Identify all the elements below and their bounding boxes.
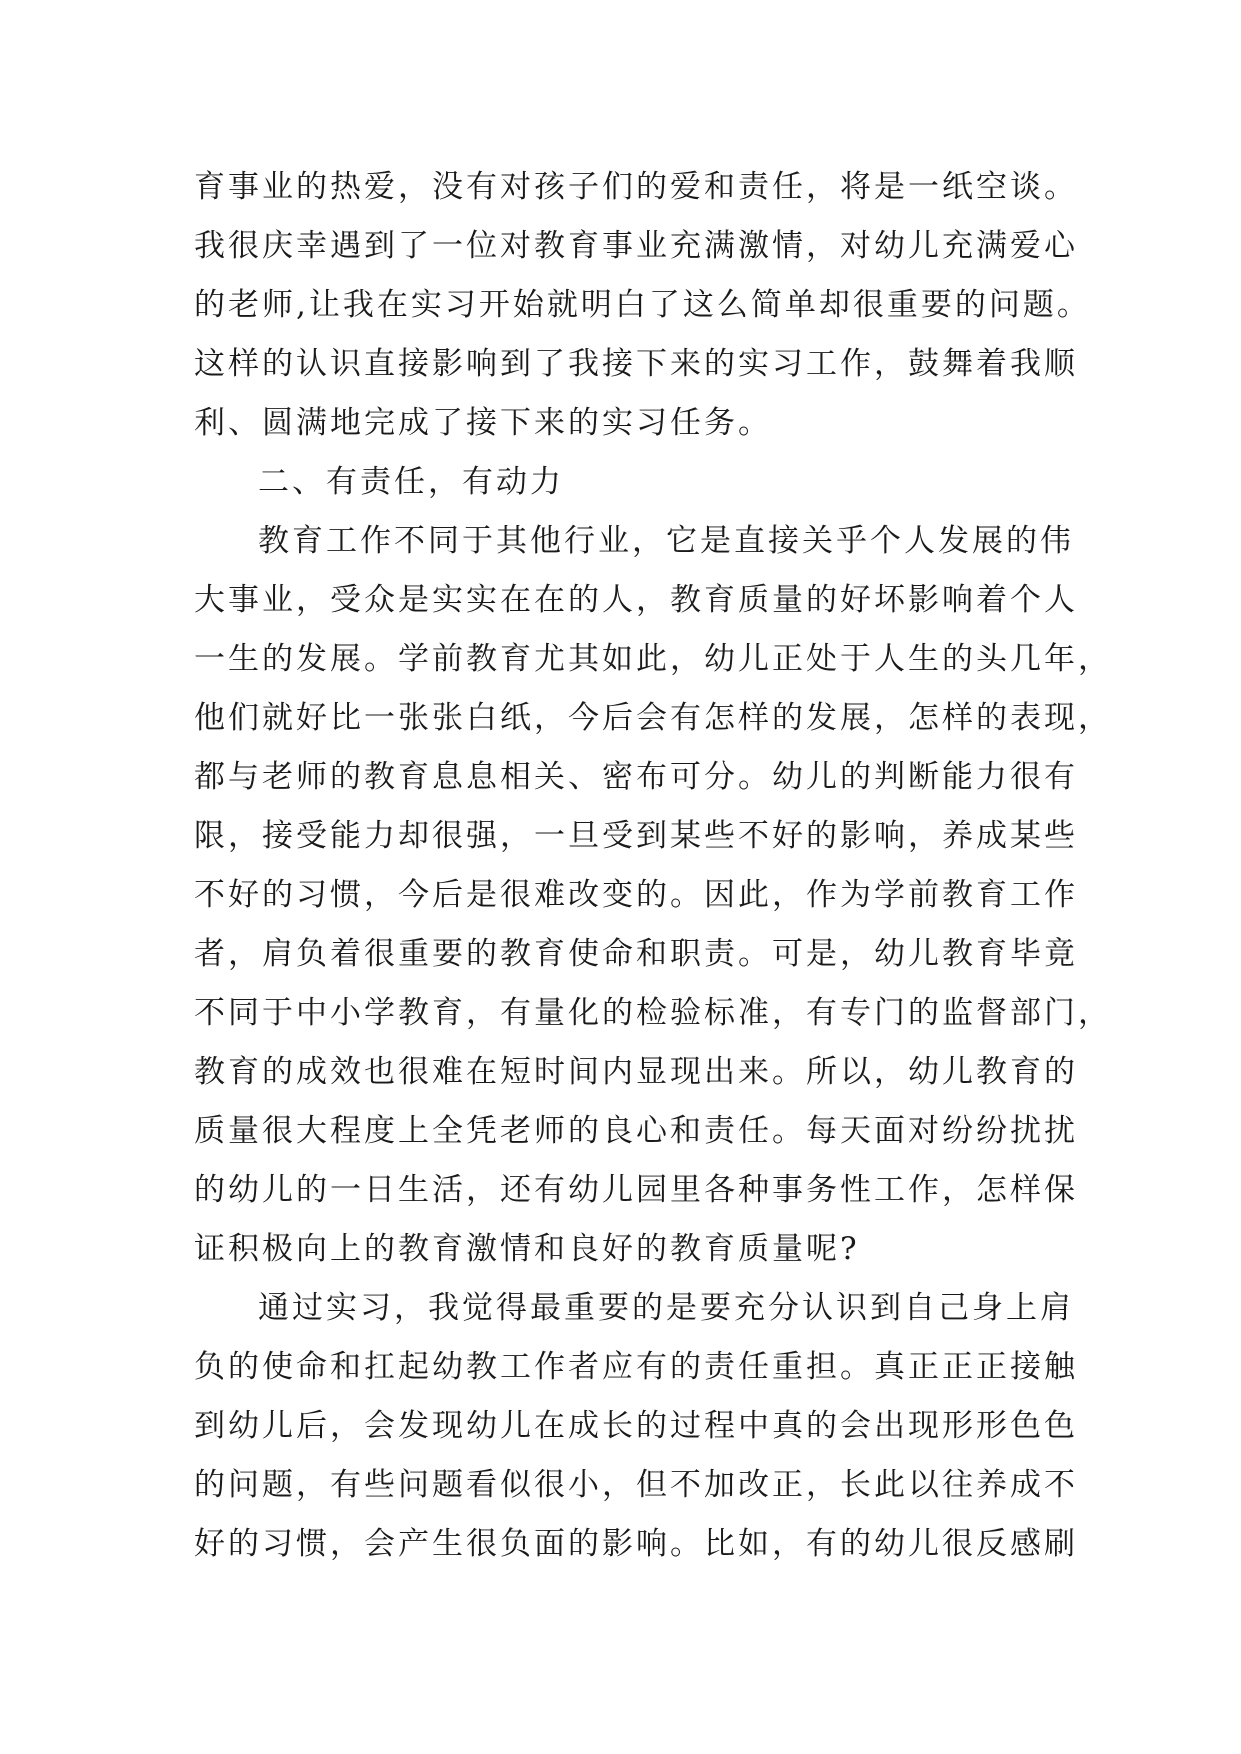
text-line: 他们就好比一张张白纸，今后会有怎样的发展，怎样的表现，	[194, 700, 1112, 736]
text-line: 质量很大程度上全凭老师的良心和责任。每天面对纷纷扰扰	[194, 1113, 1078, 1149]
text-line: 我很庆幸遇到了一位对教育事业充满激情，对幼儿充满爱心	[194, 228, 1078, 264]
text-line: 利、圆满地完成了接下来的实习任务。	[194, 405, 772, 441]
text-line: 大事业，受众是实实在在的人，教育质量的好坏影响着个人	[194, 582, 1078, 618]
text-line: 限，接受能力却很强，一旦受到某些不好的影响，养成某些	[194, 818, 1078, 854]
text-line: 一生的发展。学前教育尤其如此，幼儿正处于人生的头几年，	[194, 641, 1112, 677]
text-line: 证积极向上的教育激情和良好的教育质量呢?	[194, 1231, 860, 1267]
text-line: 到幼儿后，会发现幼儿在成长的过程中真的会出现形形色色	[194, 1408, 1078, 1444]
text-line: 的幼儿的一日生活，还有幼儿园里各种事务性工作，怎样保	[194, 1172, 1078, 1208]
text-line: 的老师,让我在实习开始就明白了这么简单却很重要的问题。	[194, 287, 1091, 323]
text-line: 育事业的热爱，没有对孩子们的爱和责任，将是一纸空谈。	[194, 169, 1078, 205]
body-text	[194, 158, 1112, 1574]
text-line: 不好的习惯，今后是很难改变的。因此，作为学前教育工作	[194, 877, 1078, 913]
text-line: 不同于中小学教育，有量化的检验标准，有专门的监督部门，	[194, 995, 1112, 1031]
text-line: 的问题，有些问题看似很小，但不加改正，长此以往养成不	[194, 1467, 1078, 1503]
text-line: 教育的成效也很难在短时间内显现出来。所以，幼儿教育的	[194, 1054, 1078, 1090]
text-line: 通过实习，我觉得最重要的是要充分认识到自己身上肩	[258, 1290, 1074, 1326]
text-line: 者，肩负着很重要的教育使命和职责。可是，幼儿教育毕竟	[194, 936, 1078, 972]
text-line: 都与老师的教育息息相关、密布可分。幼儿的判断能力很有	[194, 759, 1078, 795]
text-line: 负的使命和扛起幼教工作者应有的责任重担。真正正正接触	[194, 1349, 1078, 1385]
text-line: 教育工作不同于其他行业，它是直接关乎个人发展的伟	[258, 523, 1074, 559]
text-line: 好的习惯，会产生很负面的影响。比如，有的幼儿很反感刷	[194, 1526, 1078, 1562]
text-line: 这样的认识直接影响到了我接下来的实习工作，鼓舞着我顺	[194, 346, 1078, 382]
section-heading: 二、有责任，有动力	[258, 464, 564, 500]
